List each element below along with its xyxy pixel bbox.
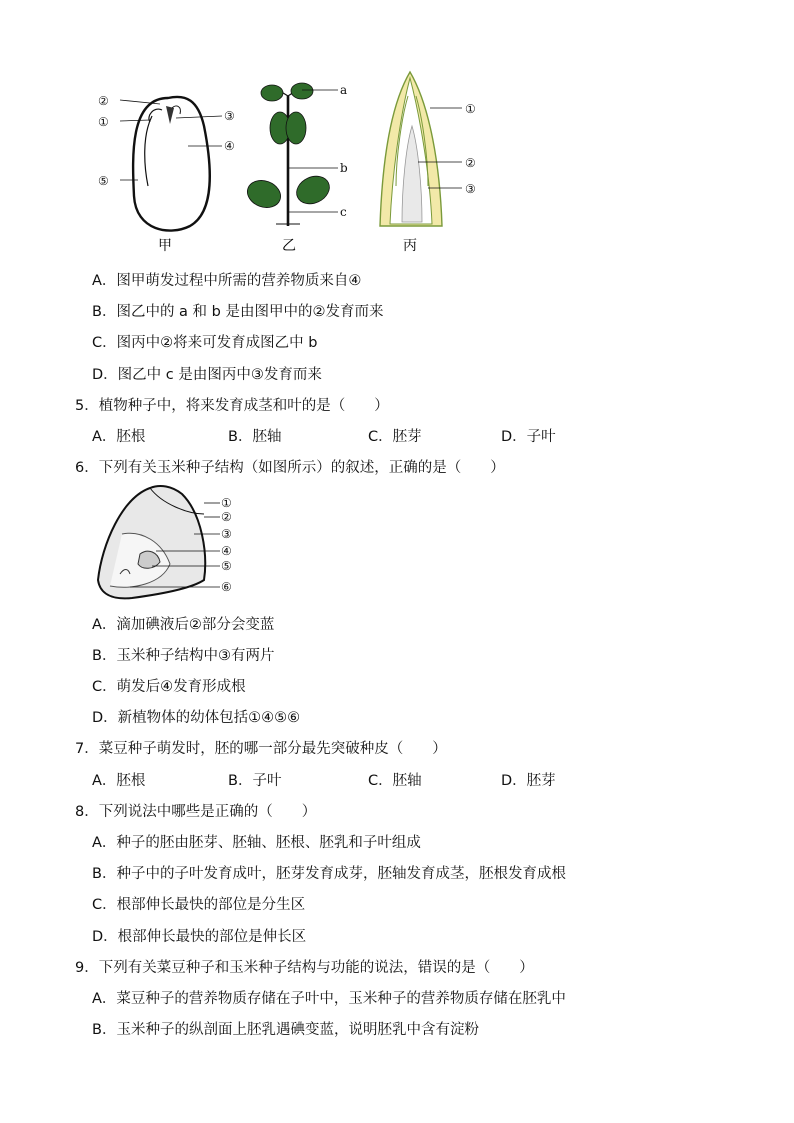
figure-corn-seed — [92, 484, 242, 604]
figure-seed-diagrams — [90, 66, 510, 258]
jia-label-5: ⑤ — [98, 174, 109, 188]
q4-option-b: B．图乙中的 a 和 b 是由图甲中的②发育而来 — [92, 304, 384, 320]
jia-label-1: ① — [98, 115, 109, 129]
jia-label-2: ② — [98, 94, 109, 108]
jia-label-4: ④ — [224, 139, 235, 153]
q5-option-a: A．胚根 — [92, 429, 146, 445]
bing-label-2: ② — [465, 156, 476, 170]
q4-option-a: A．图甲萌发过程中所需的营养物质来自④ — [92, 273, 362, 289]
q7-option-a: A．胚根 — [92, 773, 146, 789]
corn-label-1: ① — [221, 496, 232, 510]
q6-option-c: C．萌发后④发育形成根 — [92, 679, 246, 695]
caption-jia: 甲 — [158, 238, 172, 254]
yi-label-b: b — [340, 161, 348, 175]
bean-seed-drawing — [120, 97, 222, 231]
corn-label-5: ⑤ — [221, 559, 232, 573]
bing-label-1: ① — [465, 102, 476, 116]
q8-option-b: B．种子中的子叶发育成叶，胚芽发育成芽，胚轴发育成茎，胚根发育成根 — [92, 866, 566, 882]
corn-seed-drawing — [98, 486, 220, 598]
q7-option-c: C．胚轴 — [368, 773, 422, 789]
q5-option-b: B．胚轴 — [228, 429, 282, 445]
q5-option-c: C．胚芽 — [368, 429, 422, 445]
q4-option-d: D．图乙中 c 是由图丙中③发育而来 — [92, 367, 322, 383]
corn-label-4: ④ — [221, 544, 232, 558]
jia-label-3: ③ — [224, 109, 235, 123]
q8-option-c: C．根部伸长最快的部位是分生区 — [92, 897, 306, 913]
q8-option-d: D．根部伸长最快的部位是伸长区 — [92, 929, 307, 945]
q7-option-b: B．子叶 — [228, 773, 282, 789]
q9-option-b: B．玉米种子的纵剖面上胚乳遇碘变蓝，说明胚乳中含有淀粉 — [92, 1022, 479, 1038]
caption-yi: 乙 — [282, 238, 296, 254]
q4-option-c: C．图丙中②将来可发育成图乙中 b — [92, 335, 318, 351]
q6-option-b: B．玉米种子结构中③有两片 — [92, 648, 275, 664]
corn-label-2: ② — [221, 510, 232, 524]
corn-label-3: ③ — [221, 527, 232, 541]
q9-stem: 9．下列有关菜豆种子和玉米种子结构与功能的说法，错误的是（ ） — [75, 960, 534, 976]
q5-stem: 5．植物种子中，将来发育成茎和叶的是（ ） — [75, 398, 389, 414]
caption-bing: 丙 — [403, 238, 417, 254]
yi-label-a: a — [340, 83, 348, 97]
bing-label-3: ③ — [465, 182, 476, 196]
yi-label-c: c — [340, 205, 347, 219]
q8-option-a: A．种子的胚由胚芽、胚轴、胚根、胚乳和子叶组成 — [92, 835, 421, 851]
seedling-drawing — [244, 83, 338, 226]
q7-stem: 7．菜豆种子萌发时，胚的哪一部分最先突破种皮（ ） — [75, 741, 447, 757]
corn-label-6: ⑥ — [221, 580, 232, 594]
q6-stem: 6．下列有关玉米种子结构（如图所示）的叙述，正确的是（ ） — [75, 460, 505, 476]
q8-stem: 8．下列说法中哪些是正确的（ ） — [75, 804, 317, 820]
q6-option-a: A．滴加碘液后②部分会变蓝 — [92, 617, 275, 633]
q6-option-d: D．新植物体的幼体包括①④⑤⑥ — [92, 710, 301, 726]
q5-option-d: D．子叶 — [501, 429, 556, 445]
q9-option-a: A．菜豆种子的营养物质存储在子叶中，玉米种子的营养物质存储在胚乳中 — [92, 991, 566, 1007]
q7-option-d: D．胚芽 — [501, 773, 556, 789]
shoot-apex-drawing — [380, 72, 462, 226]
